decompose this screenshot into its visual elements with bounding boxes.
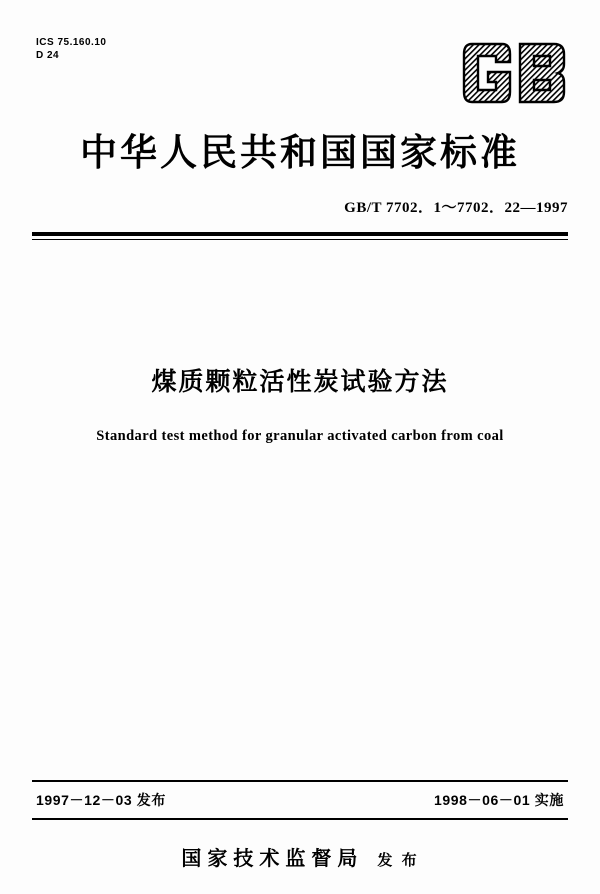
effective-date: 1998－06－01 实施	[434, 792, 564, 808]
issuing-authority-suffix: 发 布	[377, 851, 419, 869]
footer-divider-upper	[32, 780, 568, 782]
gb-national-standard-logo	[462, 38, 570, 108]
ics-code: ICS 75.160.10	[36, 37, 107, 48]
ics-classification-block	[36, 36, 106, 62]
footer-divider-lower	[32, 818, 568, 820]
page-title: 中华人民共和国国家标准	[80, 131, 520, 174]
issue-date: 1997－12－03 发布	[36, 792, 166, 808]
standard-number: GB/T 7702．1～7702．22—1997	[344, 200, 568, 216]
header-divider-thin	[32, 239, 568, 240]
document-title-chinese: 煤质颗粒活性炭试验方法	[151, 367, 449, 396]
header-divider-thick	[32, 232, 568, 236]
document-title-english: Standard test method for granular activated carbon from coal	[96, 428, 504, 444]
ics-category-code: D 24	[36, 50, 60, 61]
issuing-authority-name: 国家技术监督局	[181, 846, 364, 870]
issuing-authority	[0, 842, 600, 871]
